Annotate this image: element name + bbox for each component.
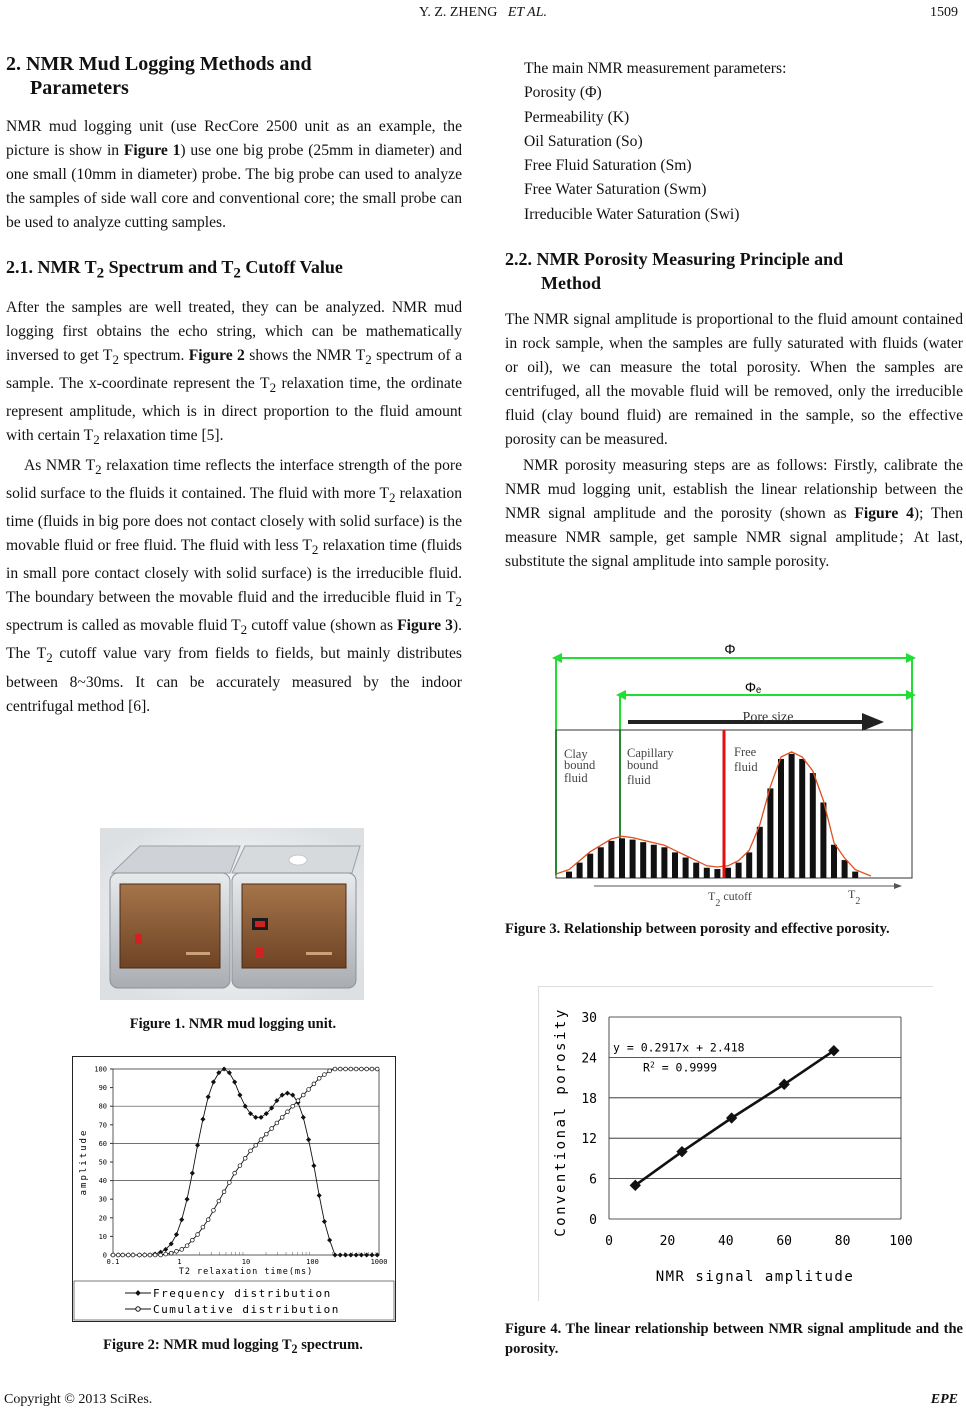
param-free-fluid-saturation: Free Fluid Saturation (Sm) — [524, 157, 692, 175]
figure-4-chart — [538, 986, 933, 1301]
frequency-point — [359, 1252, 364, 1257]
cumulative-point — [111, 1253, 115, 1257]
frequency-point — [237, 1092, 242, 1097]
y-tick-label: 50 — [98, 1158, 107, 1167]
running-title-etal: ET AL. — [507, 5, 547, 20]
section-number: 2. — [6, 53, 21, 75]
cumulative-point — [116, 1253, 120, 1257]
y-tick-label: 100 — [94, 1065, 107, 1074]
free-fluid-label-1: Free — [734, 745, 757, 759]
y-tick-label: 60 — [98, 1139, 107, 1148]
y-tick-label: 0 — [102, 1251, 107, 1260]
x-axis-label: NMR signal amplitude — [655, 1269, 855, 1285]
paragraph-porosity-principle: The NMR signal amplitude is proportional to the fluid amount contained in rock sample, when the samples are fully saturated with fluids (water or oil), we can measure the total porosity. When the samples are centrifuged, all the movable fluid will be removed, only the irreducible fluid (clay bound fluid) are remained in the sample, so the effective porosity can be measured. — [505, 311, 963, 448]
frequency-point — [211, 1079, 216, 1084]
capillary-label-1: Capillary — [627, 746, 674, 760]
regression-equation: y = 0.2917x + 2.418 — [613, 1040, 745, 1055]
cumulative-point — [333, 1067, 337, 1071]
y-tick-label: 40 — [98, 1177, 107, 1186]
figure-4-caption: Figure 4. The linear relationship between NMR signal amplitude and the porosity. — [505, 1321, 963, 1357]
paragraph-intro: NMR mud logging unit (use RecCore 2500 unit as an example, the picture is show in Figure 1) use one big probe (25mm in diameter) and one small (10mm in diameter) probe. The big probe can used to analyze the samples of side wall core and conventional core; the small probe can be used to analyze cutting samples. — [6, 118, 463, 231]
cumulative-point — [180, 1248, 184, 1252]
figure-ref-4[interactable]: Figure 4 — [854, 505, 914, 522]
t2-bar — [820, 802, 826, 878]
cumulative-point — [138, 1253, 142, 1257]
parameter-list — [524, 57, 944, 227]
t2-bar — [746, 852, 752, 878]
t2-bar — [577, 863, 583, 878]
cumulative-point — [286, 1110, 290, 1114]
cumulative-point — [164, 1252, 168, 1256]
capillary-label-3: fluid — [627, 773, 651, 787]
cumulative-point — [354, 1067, 358, 1071]
left-column — [6, 52, 462, 719]
cumulative-point — [175, 1249, 179, 1253]
param-irreducible-water-saturation: Irreducible Water Saturation (Swi) — [524, 205, 740, 223]
clay-label-2: bound — [564, 758, 596, 772]
t2-bar — [598, 847, 604, 878]
cumulative-point — [131, 1253, 135, 1257]
t2-bar — [704, 868, 710, 878]
y-tick-label: 10 — [98, 1232, 107, 1241]
frequency-point — [200, 1117, 205, 1122]
x-tick-label: 100 — [306, 1258, 319, 1266]
capillary-label-2: bound — [627, 758, 659, 772]
t2-bar — [566, 872, 572, 878]
frequency-point — [317, 1193, 322, 1198]
right-column-body — [505, 247, 963, 574]
porosity-diagram — [548, 640, 920, 909]
running-title-authors: Y. Z. ZHENG — [419, 5, 498, 20]
t2-bar — [842, 860, 848, 878]
figure-1-caption: Figure 1. NMR mud logging unit. — [129, 1016, 337, 1032]
y-tick-label: 30 — [98, 1195, 107, 1204]
cumulative-point — [344, 1067, 348, 1071]
param-porosity: Porosity (Φ) — [524, 84, 602, 102]
cumulative-point — [190, 1238, 194, 1242]
cumulative-point — [349, 1067, 353, 1071]
x-tick-label: 60 — [776, 1234, 793, 1249]
pore-size-label: Pore size — [742, 710, 794, 725]
cumulative-point — [121, 1253, 125, 1257]
t2-bar — [852, 872, 858, 878]
x-tick-label: 1 — [177, 1258, 182, 1266]
cumulative-point — [217, 1199, 221, 1203]
series-line-cumulative — [113, 1069, 377, 1255]
cumulative-point — [259, 1138, 263, 1142]
t2-bar — [789, 754, 795, 878]
y-tick-label: 90 — [98, 1084, 107, 1093]
cumulative-point — [148, 1253, 152, 1257]
y-axis-label: Conventional porosity — [553, 1007, 569, 1237]
x-tick-label: 0 — [605, 1234, 613, 1249]
t2-bars — [566, 754, 858, 878]
cumulative-point — [153, 1253, 157, 1257]
cumulative-point — [270, 1127, 274, 1131]
cumulative-point — [365, 1067, 369, 1071]
t2-bar — [661, 847, 667, 878]
t2-bar — [651, 845, 657, 878]
t2-bar — [778, 759, 784, 878]
cumulative-point — [185, 1244, 189, 1248]
t2-bar — [725, 868, 731, 878]
r-squared: $R^2 = 0.9999$ — [643, 1059, 718, 1075]
t2-bar — [683, 858, 689, 878]
plot-area — [113, 1069, 379, 1255]
footer-journal: EPE — [930, 1392, 958, 1407]
page-number: 1509 — [930, 5, 958, 20]
y-axis-label: amplitude — [79, 1128, 89, 1196]
frequency-point — [301, 1115, 306, 1120]
figure-ref-3[interactable]: Figure 3 — [397, 617, 453, 635]
section-title-line2: Parameters — [30, 77, 129, 99]
t2-bar — [736, 863, 742, 878]
section-heading-2 — [6, 52, 462, 100]
cumulative-point — [169, 1251, 173, 1255]
y-tick-label: 6 — [589, 1172, 597, 1188]
legend-marker-cumulative — [136, 1307, 140, 1311]
phi-e-arrow — [616, 679, 916, 875]
t2-bar — [767, 788, 773, 878]
free-fluid-label-2: fluid — [734, 760, 758, 774]
cumulative-point — [143, 1253, 147, 1257]
frequency-point — [185, 1197, 190, 1202]
frequency-point — [343, 1252, 348, 1257]
frequency-point — [332, 1252, 337, 1257]
t2-cutoff-label: $T_2$ cutoff — [708, 889, 752, 909]
cumulative-point — [312, 1082, 316, 1086]
cumulative-point — [296, 1099, 300, 1103]
cumulative-point — [280, 1115, 284, 1119]
y-tick-label: 70 — [98, 1121, 107, 1130]
t2-bar — [672, 852, 678, 878]
subsection-heading-2-2: 2.2. NMR Porosity Measuring Principle and Method — [505, 249, 844, 293]
cumulative-point — [323, 1073, 327, 1077]
cumulative-point — [222, 1190, 226, 1194]
frequency-point — [338, 1252, 343, 1257]
cumulative-point — [238, 1164, 242, 1168]
series-line-frequency — [113, 1069, 377, 1255]
t2-bar — [640, 842, 646, 878]
cumulative-point — [307, 1088, 311, 1092]
frequency-point — [322, 1219, 327, 1224]
x-tick-label: 10 — [241, 1258, 251, 1266]
frequency-point — [369, 1252, 374, 1257]
x-tick-label: 20 — [659, 1234, 676, 1249]
legend-marker-frequency — [135, 1290, 141, 1296]
cumulative-point — [375, 1067, 379, 1071]
legend-label: Frequency distribution — [153, 1287, 332, 1300]
cumulative-point — [264, 1132, 268, 1136]
cumulative-point — [201, 1225, 205, 1229]
cumulative-point — [206, 1218, 210, 1222]
frequency-point — [179, 1217, 184, 1222]
cumulative-point — [249, 1149, 253, 1153]
linear-fit-chart — [539, 987, 933, 1301]
frequency-point — [311, 1163, 316, 1168]
frequency-point — [190, 1171, 195, 1176]
frequency-point — [206, 1094, 211, 1099]
section-title-line1: NMR Mud Logging Methods and — [26, 53, 312, 75]
legend-label: Cumulative distribution — [153, 1303, 340, 1316]
t2-bar — [608, 841, 614, 878]
params-intro: The main NMR measurement parameters: — [524, 60, 787, 77]
t2-bar — [630, 840, 636, 878]
t2-bar — [799, 759, 805, 878]
cumulative-point — [317, 1076, 321, 1080]
x-tick-label: 0.1 — [106, 1258, 120, 1266]
frequency-point — [327, 1238, 332, 1243]
cumulative-point — [243, 1156, 247, 1160]
y-tick-label: 18 — [581, 1091, 597, 1107]
frequency-point — [364, 1252, 369, 1257]
t2-bar — [810, 773, 816, 878]
x-tick-label: 40 — [717, 1234, 734, 1249]
cumulative-point — [196, 1233, 200, 1237]
phi-e-label: Φₑ — [744, 679, 762, 695]
frequency-point — [306, 1137, 311, 1142]
t2-bar — [831, 845, 837, 878]
y-tick-label: 0 — [589, 1213, 597, 1228]
cumulative-point — [359, 1067, 363, 1071]
nmr-unit-illustration — [100, 828, 364, 1000]
pore-size-arrow — [628, 710, 884, 731]
figure-ref-1[interactable]: Figure 1 — [123, 142, 181, 159]
cumulative-point — [338, 1067, 342, 1071]
figure-ref-2[interactable]: Figure 2 — [188, 346, 245, 364]
y-tick-label: 30 — [581, 1011, 597, 1026]
y-tick-label: 80 — [98, 1102, 107, 1111]
frequency-point — [354, 1252, 359, 1257]
t2-bar — [757, 827, 763, 878]
figure-3-caption: Figure 3. Relationship between porosity and effective porosity. — [505, 921, 890, 937]
param-permeability: Permeability (K) — [524, 108, 630, 126]
t2-bar — [714, 869, 720, 878]
figure-2-chart — [72, 1056, 396, 1322]
cumulative-point — [159, 1253, 163, 1257]
phi-label: Φ — [724, 641, 736, 657]
subsection-heading-2-1: 2.1. NMR $T_2$ Spectrum and $T_2$ Cutoff Value — [6, 257, 343, 282]
param-free-water-saturation: Free Water Saturation (Swm) — [524, 181, 707, 199]
cumulative-point — [275, 1121, 279, 1125]
footer-copyright: Copyright © 2013 SciRes. — [4, 1392, 153, 1407]
clay-label-3: fluid — [564, 771, 588, 785]
figure-3-diagram — [548, 640, 920, 909]
x-tick-label: 1000 — [370, 1258, 388, 1266]
paragraph-t2-spectrum: After the samples are well treated, they can be analyzed. NMR mud logging first obtains the echo string, which can be mathematically inversed to get $T_2$ spectrum. Figure 2 shows the NMR $T_2$ spectrum of a sample. The x-coordinate represent the $T_2$ relaxation time, the ordinate represent amplitude, which is in direct proportion to the fluid amount with certain $T_2$ relaxation time [5]. — [6, 298, 462, 447]
paragraph-measuring-steps: NMR porosity measuring steps are as follows: Firstly, calibrate the NMR mud logging unit, establish the linear relationship between the NMR signal amplitude and the porosity (shown as Figure 4); Then measure NMR sample, get sample NMR signal amplitude；At last, substitute the signal amplitude into sample porosity. — [505, 457, 963, 570]
figure-2-caption: Figure 2: NMR mud logging $T_2$ spectrum. — [103, 1337, 363, 1356]
y-tick-label: 20 — [98, 1214, 107, 1223]
t2-bar — [587, 854, 593, 878]
cumulative-point — [126, 1253, 130, 1257]
running-header — [0, 5, 966, 21]
cumulative-point — [227, 1181, 231, 1185]
cumulative-point — [328, 1069, 332, 1073]
x-tick-label: 100 — [889, 1234, 913, 1249]
y-tick-label: 24 — [581, 1051, 597, 1067]
y-tick-label: 12 — [581, 1132, 597, 1148]
x-tick-label: 80 — [834, 1234, 851, 1249]
t2-spectrum-chart — [73, 1057, 395, 1321]
cumulative-point — [212, 1208, 216, 1212]
clay-label-1: Clay — [564, 747, 588, 761]
frequency-point — [174, 1232, 179, 1237]
t2-axis-label: $T_2$ — [848, 887, 861, 907]
param-oil-saturation: Oil Saturation (So) — [524, 132, 643, 150]
frequency-point — [232, 1079, 237, 1084]
cumulative-point — [291, 1104, 295, 1108]
paragraph-t2-cutoff: As NMR $T_2$ relaxation time reflects the interface strength of the pore solid surface to the fluids it contained. The fluid with more $T_2$ relaxation time (fluids in big pore does not contact closely with solid surface) is the movable fluid or free fluid. The fluid with less $T_2$ relaxation time (fluids in small pore contact closely with solid surface) is the irreducible fluid. The boundary between the movable fluid and the irreducible fluid in $T_2$ spectrum is called as movable fluid $T_2$ cutoff value (shown as Figure 3). The $T_2$ cutoff value vary from fields to fields, but mainly distributes between 8~30ms. It can be accurately measured by the indoor centrifugal method [6]. — [6, 456, 463, 715]
cumulative-point — [301, 1093, 305, 1097]
cumulative-point — [254, 1143, 258, 1147]
figure-1-photo — [100, 828, 364, 1000]
cumulative-point — [370, 1067, 374, 1071]
t2-bar — [619, 838, 625, 878]
frequency-point — [285, 1091, 290, 1096]
cumulative-point — [233, 1171, 237, 1175]
x-axis-label: T2 relaxation time(ms) — [178, 1267, 314, 1277]
t2-bar — [693, 863, 699, 878]
